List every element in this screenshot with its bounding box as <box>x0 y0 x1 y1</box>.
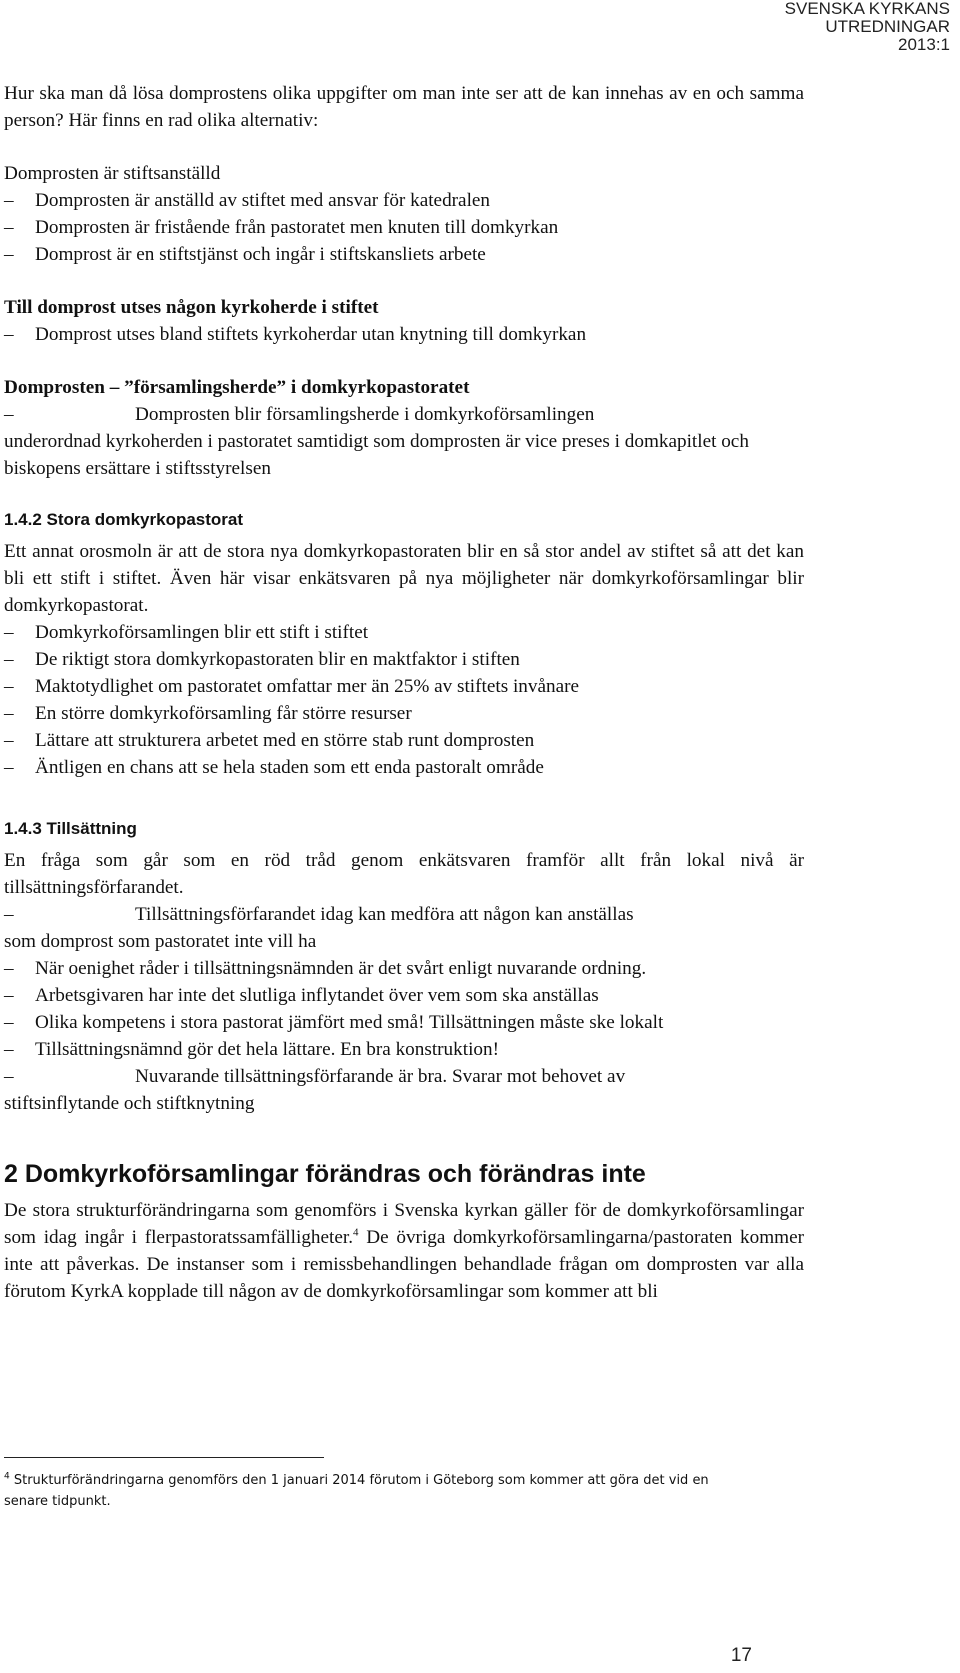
chapter-paragraph-part-a: De stora strukturförändringarna som genomförs i Svenska kyrkan gäller för de domkyrkoförsamlingar som idag ingår i flerpastoratssamfälligheter. <box>4 1200 804 1248</box>
list-item-continuation: stiftsinflytande och stiftknytning <box>4 1093 255 1114</box>
list-item: – Domprosten är anställd av stiftet med ansvar för katedralen <box>4 187 804 214</box>
list-item: – Domprost är en stiftstjänst och ingår i stiftskansliets arbete <box>4 241 804 268</box>
list-item: – Domkyrkoförsamlingen blir ett stift i stiftet <box>4 619 804 646</box>
header-line-1: SVENSKA KYRKANS <box>784 0 950 18</box>
list-item: – När oenighet råder i tillsättningsnämnden är det svårt enligt nuvarande ordning. <box>4 955 804 982</box>
list-item: – Arbetsgivaren har inte det slutliga inflytandet över vem som ska anställas <box>4 982 804 1009</box>
list-item-lead: Nuvarande tillsättningsförfarande är bra. Svarar mot behovet av <box>135 1066 626 1087</box>
footnote-text: Strukturförändringarna genomförs den 1 januari 2014 förutom i Göteborg som kommer att göra det vid en senare tidpunkt. <box>4 1473 709 1509</box>
list-item: – En större domkyrkoförsamling får större resurser <box>4 700 804 727</box>
list-item: – Äntligen en chans att se hela staden som ett enda pastoralt område <box>4 754 804 781</box>
alternative-3-heading: Domprosten – ”församlingsherde” i domkyrkopastoratet <box>4 377 470 398</box>
report-series-header <box>785 0 950 54</box>
footnote-reference[interactable]: 4 <box>353 1226 359 1239</box>
list-item: – Tillsättningsnämnd gör det hela lättare. En bra konstruktion! <box>4 1036 804 1063</box>
section-paragraph: Ett annat orosmoln är att de stora nya domkyrkopastoraten blir en så stor andel av stiftet så att det kan bli ett stift i stiftet. Även här visar enkätsvaren på nya möjligheter när domkyrkoförsamlingar blir domkyrkopastorat. <box>4 541 804 616</box>
list-item <box>4 1063 804 1090</box>
header-line-2: UTREDNINGAR <box>825 17 950 36</box>
header-line-3: 2013:1 <box>898 35 950 54</box>
alternative-2-heading: Till domprost utses någon kyrkoherde i stiftet <box>4 297 379 318</box>
list-item <box>4 901 804 928</box>
footnote <box>4 1470 744 1512</box>
chapter-paragraph-part-b: De övriga domkyrkoförsamlingarna/pastoraten kommer inte att påverkas. De instanser som i remissbehandlingen behandlade frågan om domprosten var alla förutom KyrkA kopplade till någon av de domkyrkoförsamlingar som kommer att bli <box>4 1227 804 1302</box>
intro-paragraph: Hur ska man då lösa domprostens olika uppgifter om man inte ser att de kan innehas av en och samma person? Här finns en rad olika alternativ: <box>4 83 804 131</box>
list-item: – Domprosten är fristående från pastoratet men knuten till domkyrkan <box>4 214 804 241</box>
list-item: – Lättare att strukturera arbetet med en större stab runt domprosten <box>4 727 804 754</box>
list-item-continuation: som domprost som pastoratet inte vill ha <box>4 931 317 952</box>
chapter-paragraph <box>4 1197 804 1305</box>
list-item-lead: Domprosten blir församlingsherde i domkyrkoförsamlingen <box>135 404 595 425</box>
list-item: – De riktigt stora domkyrkopastoraten blir en maktfaktor i stiften <box>4 646 804 673</box>
footnote-number: 4 <box>4 1471 10 1482</box>
alternative-1-heading: Domprosten är stiftsanställd <box>4 163 221 184</box>
list-item: – Olika kompetens i stora pastorat jämfört med små! Tillsättningen måste ske lokalt <box>4 1009 804 1036</box>
list-item: – Domprost utses bland stiftets kyrkoherdar utan knytning till domkyrkan <box>4 321 804 348</box>
section-paragraph: En fråga som går som en röd tråd genom enkätsvaren framför allt från lokal nivå är tillsättningsförfarandet. <box>4 850 804 898</box>
list-item-continuation: underordnad kyrkoherden i pastoratet samtidigt som domprosten är vice preses i domkapitlet och biskopens ersättare i stiftsstyrelsen <box>4 431 749 479</box>
chapter-heading: 2 Domkyrkoförsamlingar förändras och förändras inte <box>4 1160 646 1188</box>
list-item: – Maktotydlighet om pastoratet omfattar mer än 25% av stiftets invånare <box>4 673 804 700</box>
list-item-lead: Tillsättningsförfarandet idag kan medföra att någon kan anställas <box>135 904 634 925</box>
body-text <box>4 80 804 1305</box>
section-heading-1-4-2: 1.4.2 Stora domkyrkopastorat <box>4 510 244 529</box>
footnote-separator <box>4 1457 324 1458</box>
page-number: 17 <box>730 1645 752 1666</box>
list-item <box>4 401 804 428</box>
section-heading-1-4-3: 1.4.3 Tillsättning <box>4 819 137 838</box>
